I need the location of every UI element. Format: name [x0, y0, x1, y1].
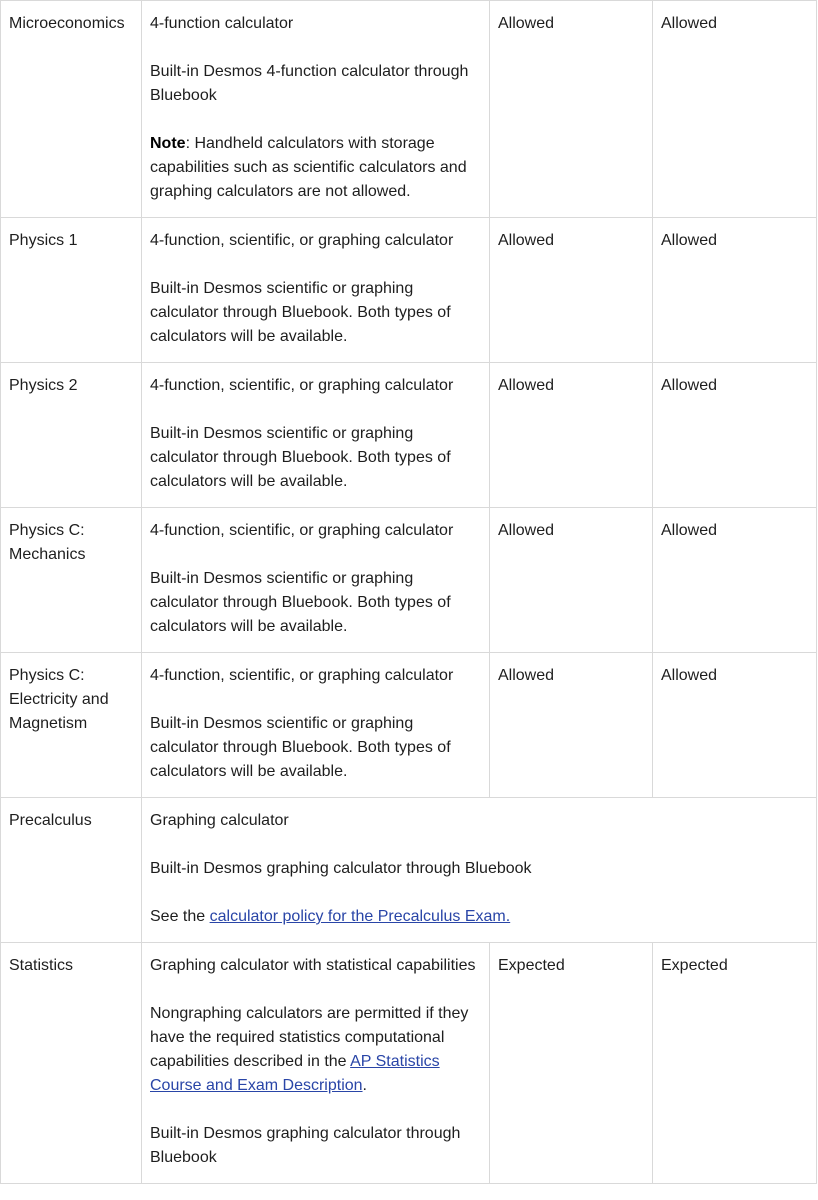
policy-value: Allowed — [498, 522, 555, 539]
policy-value: Allowed — [661, 232, 718, 249]
policy-value: Allowed — [661, 522, 718, 539]
policy-value: Allowed — [498, 377, 555, 394]
policy-value: Allowed — [498, 232, 555, 249]
calculator-cell — [142, 1, 490, 218]
policy-cell-col4 — [653, 943, 817, 1184]
subject-cell — [1, 1, 142, 218]
subject-name: Physics 2 — [9, 377, 78, 394]
subject-name: Physics C: Mechanics — [9, 522, 86, 563]
policy-cell-col4 — [653, 363, 817, 508]
subject-name: Precalculus — [9, 812, 92, 829]
subject-name: Physics 1 — [9, 232, 78, 249]
table-row-statistics — [1, 943, 817, 1184]
policy-cell-col3 — [490, 653, 653, 798]
calculator-cell — [142, 218, 490, 363]
subject-name: Statistics — [9, 957, 74, 974]
policy-value: Allowed — [661, 377, 718, 394]
policy-value: Allowed — [661, 15, 718, 32]
requirements-text: Nongraphing calculators are permitted if they have the required statistics computational capabilities described in the — [150, 1005, 469, 1070]
policy-value: Expected — [661, 957, 728, 974]
calculator-type: 4-function, scientific, or graphing calculator — [150, 377, 454, 394]
policy-value: Expected — [498, 957, 565, 974]
subject-cell — [1, 943, 142, 1184]
policy-value: Allowed — [661, 667, 718, 684]
note-text: : Handheld calculators with storage capabilities such as scientific calculators and graphing calculators are not allowed. — [150, 135, 467, 200]
policy-cell-col3 — [490, 508, 653, 653]
subject-cell — [1, 798, 142, 943]
precalculus-policy-link[interactable]: calculator policy for the Precalculus Exam. — [209, 908, 511, 925]
calculator-detail: Built-in Desmos scientific or graphing calculator through Bluebook. Both types of calculators will be available. — [150, 715, 451, 780]
subject-cell — [1, 508, 142, 653]
subject-name: Physics C: Electricity and Magnetism — [9, 667, 109, 732]
calculator-type: Graphing calculator with statistical capabilities — [150, 957, 476, 974]
table-row-physics-c-mechanics — [1, 508, 817, 653]
requirements-suffix: . — [362, 1077, 367, 1094]
policy-value: Allowed — [498, 667, 555, 684]
calculator-type: Graphing calculator — [150, 812, 289, 829]
calculator-cell — [142, 943, 490, 1184]
subject-cell — [1, 218, 142, 363]
calculator-detail: Built-in Desmos scientific or graphing calculator through Bluebook. Both types of calculators will be available. — [150, 280, 451, 345]
calculator-detail: Built-in Desmos scientific or graphing calculator through Bluebook. Both types of calculators will be available. — [150, 425, 451, 490]
calculator-type: 4-function, scientific, or graphing calculator — [150, 667, 454, 684]
policy-cell-col4 — [653, 653, 817, 798]
calculator-cell-merged — [142, 798, 817, 943]
calculator-detail: Built-in Desmos graphing calculator through Bluebook — [150, 1125, 461, 1166]
see-prefix: See the — [150, 908, 210, 925]
calculator-cell — [142, 363, 490, 508]
policy-cell-col3 — [490, 218, 653, 363]
subject-cell — [1, 363, 142, 508]
calculator-detail: Built-in Desmos graphing calculator through Bluebook — [150, 860, 532, 877]
note-label: Note — [150, 135, 186, 152]
table-row-microeconomics — [1, 1, 817, 218]
table-row-physics-c-em — [1, 653, 817, 798]
calculator-detail: Built-in Desmos 4-function calculator through Bluebook — [150, 63, 469, 104]
policy-cell-col3 — [490, 1, 653, 218]
ap-statistics-ced-link[interactable]: AP Statistics Course and Exam Description — [150, 1053, 440, 1094]
calculator-cell — [142, 508, 490, 653]
policy-cell-col3 — [490, 943, 653, 1184]
policy-cell-col4 — [653, 1, 817, 218]
table-row-physics-2 — [1, 363, 817, 508]
calculator-detail: Built-in Desmos scientific or graphing calculator through Bluebook. Both types of calculators will be available. — [150, 570, 451, 635]
subject-name: Microeconomics — [9, 15, 125, 32]
calculator-type: 4-function, scientific, or graphing calculator — [150, 522, 454, 539]
subject-cell — [1, 653, 142, 798]
calculator-type: 4-function, scientific, or graphing calculator — [150, 232, 454, 249]
calculator-cell — [142, 653, 490, 798]
policy-value: Allowed — [498, 15, 555, 32]
table-row-precalculus — [1, 798, 817, 943]
policy-reference — [150, 905, 808, 929]
policy-cell-col4 — [653, 218, 817, 363]
calculator-note — [150, 132, 481, 204]
policy-cell-col3 — [490, 363, 653, 508]
calculator-type: 4-function calculator — [150, 15, 294, 32]
calculator-requirements — [150, 1002, 481, 1098]
table-row-physics-1 — [1, 218, 817, 363]
policy-cell-col4 — [653, 508, 817, 653]
